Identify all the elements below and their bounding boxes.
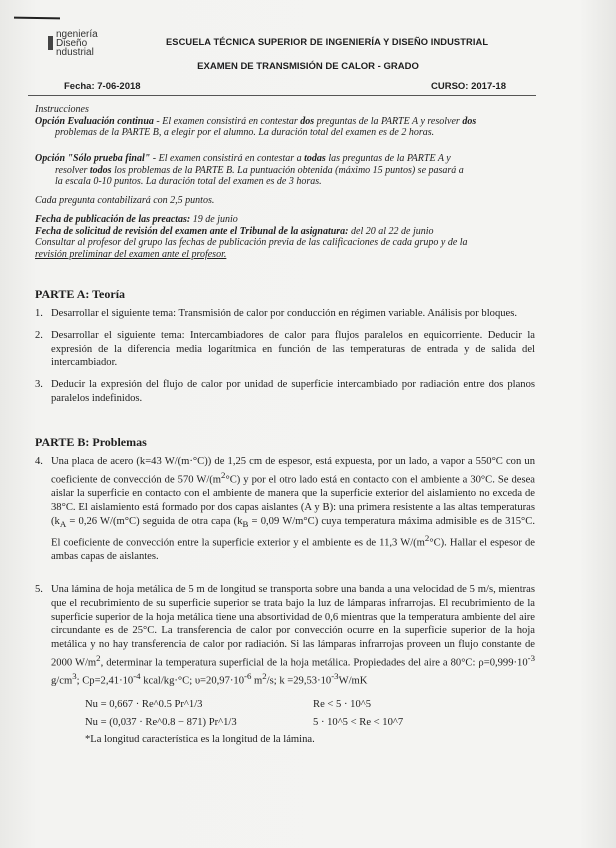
final-line-3: la escala 0-10 puntos. La duración total del examen es de 3 horas. — [55, 176, 322, 188]
school-logo — [48, 30, 104, 56]
problem-5: 5. Una lámina de hoja metálica de 5 m de longitud se transporta sobre una banda a una velocidad de 5 m/s, mientras que el recubrimiento de su superficie superior se trata bajo la luz de lámparas infrarrojas. El recubrimiento de la superficie superior de la hoja metálica tiene una absortividad de 0,6 mientras que la temperatura ambiente del aire circundante es de 25°C. La transferencia de calor por convección ocurre en la superficie superior de la hoja metálica y no hay transferencia de calor por radiación. Si las lámparas infrarrojas proveen un flujo constante de 2000 $W/m^2$, determinar la temperatura superficial de la hoja metálica. Propiedades del aire a 80°C: $\rho=0,999\cdot 10^{-3}$ $g/cm^3$; $Cp=2,41\cdot 10^{-4}$ kcal/kg·°C; $\upsilon=20,97\cdot 10^{-6}$ $m^2/s$; $k =29,53\cdot 10^{-3}W/mK$ — [35, 584, 536, 687]
exam-date: Fecha: 7-06-2018 — [64, 81, 141, 92]
range-laminar: Re < 5 · 10^5 — [313, 699, 372, 710]
consult-line-1: Consultar al profesor del grupo las fechas de publicación previa de las calificaciones de cada grupo y de la — [35, 237, 468, 249]
consult-line-2: revisión preliminar del examen ante el profesor. — [35, 248, 227, 260]
question-3: 3. Deducir la expresión del flujo de calor por unidad de superficie intercambiado por radiación entre dos planos paralelos indefinidos. — [35, 379, 535, 404]
school-name: ESCUELA TÉCNICA SUPERIOR DE INGENIERÍA Y DISEÑO INDUSTRIAL — [166, 37, 489, 47]
final-line-2b: los problemas de la PARTE B. La puntuación obtenida (máximo 15 puntos) se pasará a — [111, 164, 464, 176]
instructions-title: Instrucciones — [35, 104, 89, 115]
question-1: 1. Desarrollar el siguiente tema: Transmisión de calor por conducción en régimen variable. Análisis por bloques. — [35, 308, 518, 319]
continuous-bold: dos — [300, 115, 315, 127]
part-a-list — [35, 307, 535, 406]
dates-block — [35, 214, 537, 260]
publication-value: 19 de junio — [190, 214, 238, 225]
continuous-text: - El examen consistirá en contestar — [153, 115, 301, 127]
revision-label: Fecha de solicitud de revisión del examen ante el Tribunal de la asignatura: — [35, 225, 349, 237]
formula-laminar: Nu = 0,667 · Re^0.5 Pr^1/3 — [85, 699, 203, 710]
final-line-2-bold: todos — [89, 164, 112, 176]
continuous-line-2: problemas de la PARTE B, a elegir por el alumno. La duración total del examen es de 2 horas. — [55, 127, 435, 139]
problem-4: 4. Una placa de acero (k=43 W/(m·°C)) de 1,25 cm de espesor, está expuesta, por un lado, a vapor a 550°C con un coeficiente de convección de 570 $W/(m^2^\circ C)$ y por el otro lado está en contacto con el ambiente a 30°C. Se desea aislar la superficie en contacto con el ambiente de manera que la superficie exterior del aislamiento no exceda de 38°C. El aislamiento está formado por dos capas aislantes (A y B): una primera resistente a las altas temperaturas ($k_A = 0,26$ W/(m°C) seguida de otra capa ($k_B = 0,09$ W/m°C) cuya temperatura máxima admisible es de 315°C. El coeficiente de convección entre la superficie exterior y el ambiente es de 11,3 $W/(m^2^\circ C)$. Hallar el espesor de ambas capas de aislantes. — [35, 456, 535, 562]
question-2: 2. Desarrollar el siguiente tema: Intercambiadores de calor para flujos paralelos en equicorriente. Deducir la expresión de la diferencia media logarítmica en función de las temperaturas de entrada y de salida del intercambiador. — [35, 329, 535, 369]
part-b-title: PARTE B: Problemas — [35, 435, 147, 449]
continuous-bold-2: dos — [462, 115, 477, 127]
range-turbulent: 5 · 10^5 < Re < 10^7 — [313, 717, 404, 728]
final-text: - El examen consistirá en contestar a — [150, 153, 305, 164]
continuous-label: Opción Evaluación continua — [35, 115, 154, 127]
part-b-list-2 — [35, 583, 535, 689]
logo-line-3: ndustrial — [56, 47, 94, 58]
final-option-block — [35, 153, 537, 188]
part-b-list — [35, 455, 535, 564]
points-line: Cada pregunta contabilizará con 2,5 puntos. — [35, 195, 215, 206]
logo-line-2: Diseño — [56, 38, 88, 49]
part-a-title: PARTE A: Teoría — [35, 287, 126, 301]
final-label: Opción "Sólo prueba final" — [35, 153, 151, 164]
final-bold: todas — [304, 153, 326, 164]
continuous-text-2: preguntas de la PARTE A y resolver — [314, 115, 463, 127]
exam-title: EXAMEN DE TRANSMISIÓN DE CALOR - GRADO — [197, 61, 419, 72]
final-text-2: las preguntas de la PARTE A y — [325, 153, 451, 164]
header-divider — [28, 95, 536, 96]
publication-label: Fecha de publicación de las preactas: — [35, 214, 191, 225]
final-line-2a: resolver — [55, 164, 90, 176]
logo-line-1: ngeniería — [56, 29, 98, 40]
instructions-block — [35, 104, 537, 139]
revision-value: del 20 al 22 de junio — [348, 225, 434, 237]
formula-turbulent: Nu = (0,037 · Re^0.8 − 871) Pr^1/3 — [85, 717, 237, 728]
length-note: *La longitud característica es la longitud de la lámina. — [85, 734, 315, 745]
academic-year: CURSO: 2017-18 — [431, 81, 506, 92]
